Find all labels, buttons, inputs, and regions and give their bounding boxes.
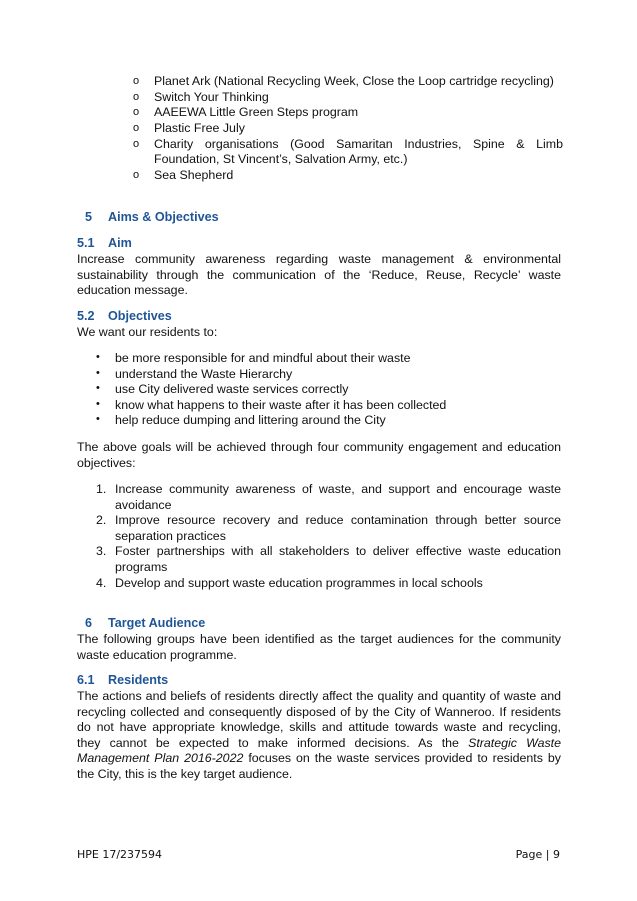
- section-heading-target-audience: 6 Target Audience: [85, 616, 206, 630]
- section-heading-aims-objectives: 5 Aims & Objectives: [85, 210, 219, 224]
- list-marker: o: [133, 75, 140, 87]
- list-number: 2.: [96, 513, 107, 528]
- list-item: 4. Develop and support waste education programmes in local schools: [96, 575, 483, 590]
- list-item: o Sea Shepherd: [133, 168, 234, 183]
- list-number: 1.: [96, 482, 107, 496]
- engagement-objectives-list: [96, 482, 561, 591]
- list-number: 4.: [96, 575, 107, 590]
- bullet-marker: •: [96, 351, 100, 363]
- list-item: • be more responsible for and mindful about their waste: [96, 351, 411, 365]
- list-item: o Charity organisations (Good Samaritan Industries, Spine & Limb Foundation, St Vincent’s, Salvation Army, etc.): [133, 136, 563, 167]
- goals-paragraph: The above goals will be achieved through four community engagement and education objectives:: [77, 440, 561, 470]
- list-number: 3.: [96, 544, 107, 559]
- list-marker: o: [133, 90, 140, 103]
- list-item: 3. Foster partnerships with all stakeholders to deliver effective waste education programs: [96, 544, 561, 574]
- subsection-heading-aim: 5.1 Aim: [77, 236, 132, 250]
- bullet-marker: •: [96, 382, 100, 395]
- bullet-marker: •: [96, 397, 100, 410]
- list-item: o AAEEWA Little Green Steps program: [133, 105, 359, 120]
- list-item: • know what happens to their waste after it has been collected: [96, 397, 447, 412]
- list-marker: o: [133, 122, 140, 135]
- list-item: • understand the Waste Hierarchy: [96, 366, 293, 381]
- footer-page-number: Page | 9: [515, 848, 560, 861]
- aim-paragraph: Increase community awareness regarding waste management & environmental sustainability through the communication of the ‘Reduce, Reuse, Recycle’ waste education message.: [77, 252, 561, 298]
- plan-title: Strategic Waste Management Plan 2016-2022: [77, 735, 561, 766]
- list-item: 1. Increase community awareness of waste, and support and encourage waste avoidance: [96, 482, 561, 512]
- residents-paragraph: The actions and beliefs of residents directly affect the quality and quantity of waste and recycling collected and consequently disposed of by the City of Wanneroo. If residents do not have appropriate knowledge, skills and attitude towards waste and recycling, they cannot be expected to make informed decisions. As the Strategic Waste Management Plan 2016-2022 focuses on the waste services provided to residents by the City, this is the key target audience.: [77, 689, 561, 781]
- list-marker: o: [133, 106, 140, 119]
- subsection-heading-residents: 6.1 Residents: [77, 673, 169, 687]
- list-item: 2. Improve resource recovery and reduce contamination through better source separation practices: [96, 513, 561, 543]
- list-marker: o: [133, 137, 140, 150]
- objectives-bullet-list: [96, 351, 536, 429]
- list-item: o Planet Ark (National Recycling Week, Close the Loop cartridge recycling): [133, 74, 554, 88]
- list-item: • help reduce dumping and littering around the City: [96, 413, 386, 428]
- subsection-heading-objectives: 5.2 Objectives: [77, 309, 172, 323]
- footer-document-reference: HPE 17/237594: [77, 848, 163, 861]
- objectives-intro: We want our residents to:: [77, 325, 218, 339]
- list-marker: o: [133, 169, 140, 182]
- bullet-marker: •: [96, 366, 100, 379]
- list-item: • use City delivered waste services correctly: [96, 382, 349, 397]
- list-item: o Switch Your Thinking: [133, 89, 269, 104]
- bullet-marker: •: [96, 413, 100, 426]
- target-audience-paragraph: The following groups have been identified as the target audiences for the community waste education programme.: [77, 632, 561, 662]
- partner-program-list: [133, 74, 563, 184]
- list-item: o Plastic Free July: [133, 121, 245, 136]
